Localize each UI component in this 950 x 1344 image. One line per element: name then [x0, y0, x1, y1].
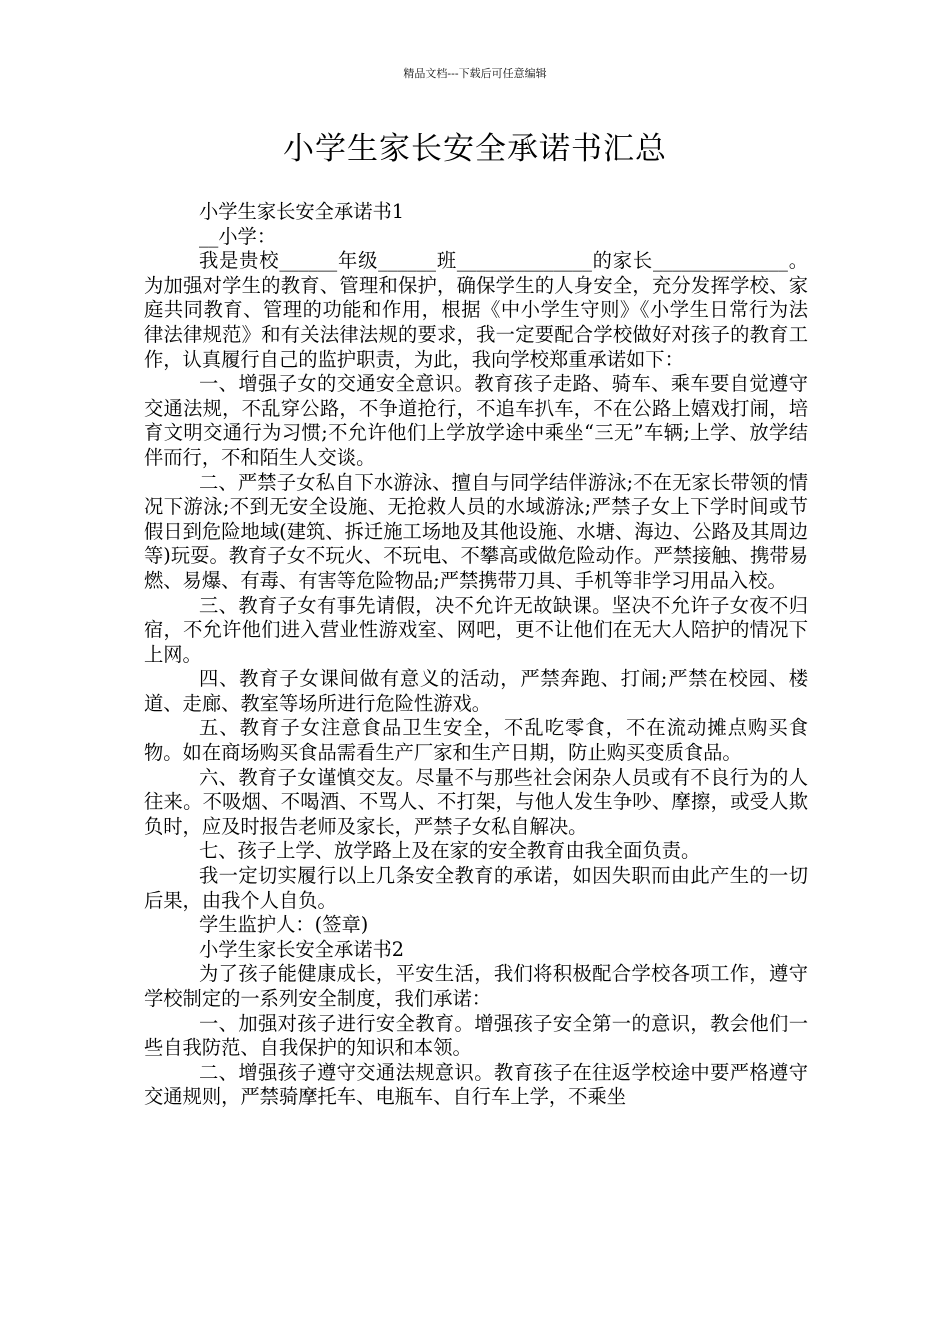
pledge-item-1: 一、增强子女的交通安全意识。教育孩子走路、骑车、乘车要自觉遵守交通法规，不乱穿公路，不争道抢行，不追车扒车，不在公路上嬉戏打闹，培育文明交通行为习惯;不允许他们上学放学途中乘坐“三无”车辆;上学、放学结伴而行，不和陌生人交谈。: [144, 372, 809, 469]
pledge-item-2: 二、严禁子女私自下水游泳、擅自与同学结伴游泳;不在无家长带领的情况下游泳;不到无安全设施、无抢救人员的水域游泳;严禁子女上下学时间或节假日到危险地域(建筑、拆迁施工场地及其他设施、水塘、海边、公路及其周边等)玩耍。教育子女不玩火、不玩电、不攀高或做危险动作。严禁接触、携带易燃、易爆、有毒、有害等危险物品;严禁携带刀具、手机等非学习用品入校。: [144, 470, 808, 592]
salutation: __小学：: [199, 224, 277, 248]
document-body: [144, 200, 808, 1110]
section-heading-2: 小学生家长安全承诺书2: [199, 937, 405, 961]
pledge-item-3: 三、教育子女有事先请假，决不允许无故缺课。坚决不允许子女夜不归宿，不允许他们进入营业性游戏室、网吧，更不让他们在无大人陪护的情况下上网。: [144, 593, 808, 666]
intro-paragraph-2: 为了孩子能健康成长，平安生活，我们将积极配合学校各项工作，遵守学校制定的一系列安全制度，我们承诺：: [144, 962, 808, 1010]
pledge-2-item-2: 二、增强孩子遵守交通法规意识。教育孩子在往返学校途中要严格遵守交通规则，严禁骑摩托车、电瓶车、自行车上学，不乘坐: [144, 1060, 808, 1109]
pledge-item-5: 五、教育子女注意食品卫生安全，不乱吃零食，不在流动摊点购买食物。如在商场购买食品需看生产厂家和生产日期，防止购买变质食品。: [144, 716, 808, 765]
pledge-item-7: 七、孩子上学、放学路上及在家的安全教育由我全面负责。: [199, 839, 701, 863]
page-header-note: 精品文档---下载后可任意编辑: [403, 67, 547, 80]
pledge-item-6: 六、教育子女谨慎交友。尽量不与那些社会闲杂人员或有不良行为的人往来。不吸烟、不喝酒、不骂人、不打架，与他人发生争吵、摩擦，或受人欺负时，应及时报告老师及家长，严禁子女私自解决。: [144, 765, 808, 838]
closing-statement: 我一定切实履行以上几条安全教育的承诺，如因失职而由此产生的一切后果，由我个人自负。: [144, 864, 808, 912]
section-heading-1: 小学生家长安全承诺书1: [199, 200, 405, 223]
intro-paragraph: 我是贵校______年级______班______________的家长______________。为加强对学生的教育、管理和保护，确保学生的人身安全，充分发挥学校、家庭共同教育、管理的功能和作用，根据《中小学生守则》《小学生日常行为法律法律规范》和有关法律法规的要求，我一定要配合学校做好对孩子的教育工作，认真履行自己的监护职责，为此，我向学校郑重承诺如下：: [144, 249, 808, 371]
document-title: 小学生家长安全承诺书汇总: [283, 131, 667, 167]
pledge-item-4: 四、教育子女课间做有意义的活动，严禁奔跑、打闹;严禁在校园、楼道、走廊、教室等场所进行危险性游戏。: [144, 667, 808, 715]
pledge-2-item-1: 一、加强对孩子进行安全教育。增强孩子安全第一的意识，教会他们一些自我防范、自我保护的知识和本领。: [144, 1011, 808, 1060]
signature-line: 学生监护人：(签章): [199, 913, 369, 937]
